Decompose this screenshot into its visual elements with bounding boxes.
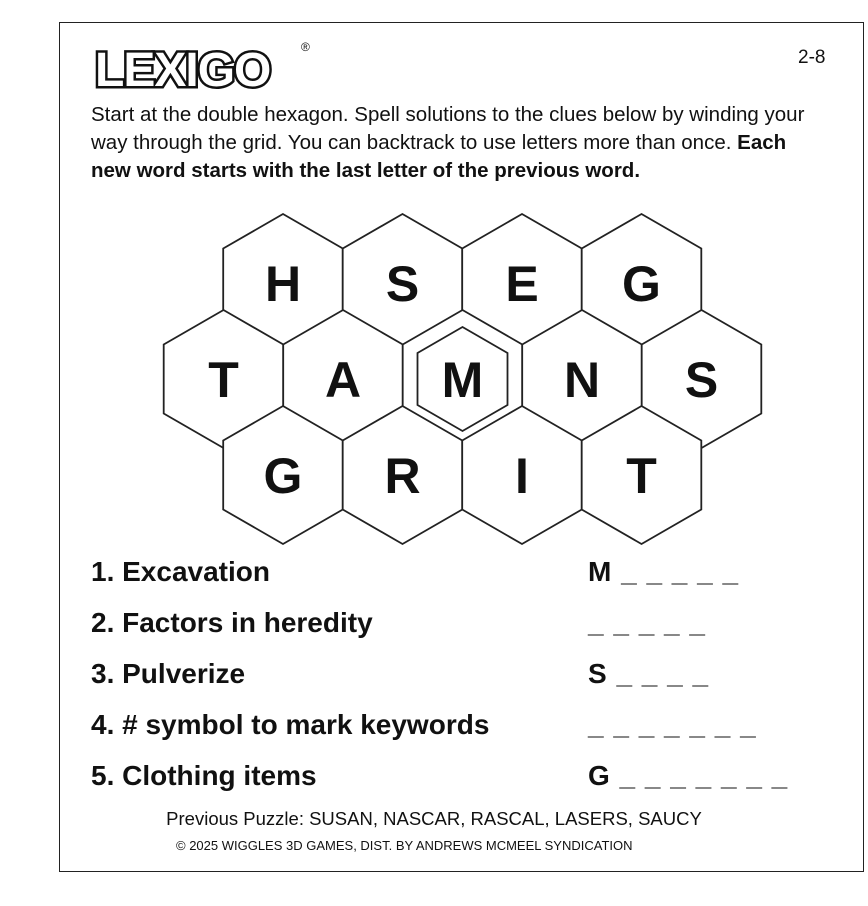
instructions-bold: Each new word starts with the last letter of the previous word. [91, 131, 787, 182]
hex-letter: S [684, 352, 719, 408]
registered-mark: ® [301, 40, 310, 54]
hex-letter: T [208, 352, 239, 408]
puzzle-id: 2-8 [798, 47, 826, 68]
logo-text: LEXIGO [95, 44, 271, 96]
hex-letter: G [622, 256, 661, 312]
clue-3: 3. Pulverize [91, 658, 246, 689]
clue-1: 1. Excavation [91, 556, 270, 587]
hex-letter: H [264, 256, 302, 312]
copyright: © 2025 WIGGLES 3D GAMES, DIST. BY ANDREWS MCMEEL SYNDICATION [176, 838, 633, 853]
hex-letter: N [563, 352, 601, 408]
answer-2: _ _ _ _ _ [588, 607, 706, 638]
hex-letter: S [385, 256, 420, 312]
clue-4: 4. # symbol to mark keywords [91, 709, 490, 740]
hex-letter: I [515, 448, 529, 504]
hex-letter: G [263, 448, 303, 504]
previous-puzzle: Previous Puzzle: SUSAN, NASCAR, RASCAL, LASERS, SAUCY [166, 808, 702, 829]
instructions-text: Start at the double hexagon. Spell solutions to the clues below by winding your way through the grid. You can backtrack to use letters more than once. [91, 103, 805, 154]
answer-3: S _ _ _ _ [588, 658, 710, 689]
hex-letter: M [441, 352, 484, 408]
answer-1: M _ _ _ _ _ [588, 556, 740, 587]
hex-letter: E [505, 256, 539, 312]
hex-letter: T [626, 448, 657, 504]
clue-5: 5. Clothing items [91, 760, 317, 791]
answer-4: _ _ _ _ _ _ _ [588, 709, 757, 740]
hex-letter: R [384, 448, 421, 504]
hex-letter: A [324, 352, 362, 408]
clue-2: 2. Factors in heredity [91, 607, 373, 638]
answer-5: G _ _ _ _ _ _ _ [588, 760, 789, 791]
